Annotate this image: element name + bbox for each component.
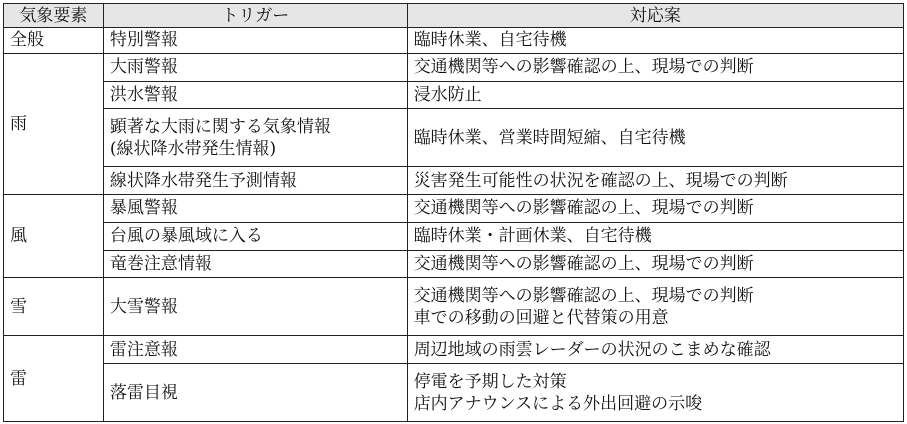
table-row (4, 167, 904, 195)
category-cell: 雷 (4, 336, 104, 422)
table-row (4, 194, 904, 222)
table-row (4, 222, 904, 250)
response-line: 店内アナウンスによる外出回避の示唆 (413, 393, 703, 414)
table-row (4, 81, 904, 109)
trigger-cell: 線状降水帯発生予測情報 (103, 167, 407, 195)
response-line: 車での移動の回避と代替策の用意 (413, 307, 669, 328)
table-row (4, 28, 904, 54)
trigger-cell (103, 109, 407, 167)
header-trigger: トリガー (103, 4, 407, 28)
table-row (4, 278, 904, 336)
response-cell: 交通機関等への影響確認の上、現場での判断 (407, 53, 903, 81)
trigger-cell: 暴風警報 (103, 194, 407, 222)
response-cell: 周辺地域の雨雲レーダーの状況のこまめな確認 (407, 336, 903, 364)
table-row (4, 109, 904, 167)
response-cell: 臨時休業・計画休業、自宅待機 (407, 222, 903, 250)
response-cell: 臨時休業、営業時間短縮、自宅待機 (407, 109, 903, 167)
header-row (4, 4, 904, 28)
trigger-cell: 大雪警報 (103, 278, 407, 336)
trigger-cell: 洪水警報 (103, 81, 407, 109)
response-cell (407, 364, 903, 422)
trigger-line: 顕著な大雨に関する気象情報 (109, 116, 331, 137)
response-line: 停電を予期した対策 (413, 371, 567, 392)
trigger-cell: 大雨警報 (103, 53, 407, 81)
trigger-cell: 落雷目視 (103, 364, 407, 422)
response-cell: 臨時休業、自宅待機 (407, 28, 903, 54)
header-response: 対応案 (407, 4, 903, 28)
trigger-cell: 雷注意報 (103, 336, 407, 364)
response-line: 交通機関等への影響確認の上、現場での判断 (413, 285, 754, 306)
trigger-line: (線状降水帯発生情報) (109, 138, 277, 159)
category-cell: 雨 (4, 53, 104, 194)
table-row (4, 336, 904, 364)
response-cell: 交通機関等への影響確認の上、現場での判断 (407, 194, 903, 222)
category-cell: 雪 (4, 278, 104, 336)
category-cell: 全般 (4, 28, 104, 54)
table-row (4, 53, 904, 81)
trigger-cell: 台風の暴風域に入る (103, 222, 407, 250)
weather-response-table (3, 3, 904, 422)
trigger-cell: 特別警報 (103, 28, 407, 54)
response-cell: 交通機関等への影響確認の上、現場での判断 (407, 250, 903, 278)
response-cell: 災害発生可能性の状況を確認の上、現場での判断 (407, 167, 903, 195)
table-row (4, 364, 904, 422)
category-cell: 風 (4, 194, 104, 277)
table-row (4, 250, 904, 278)
response-cell (407, 278, 903, 336)
header-category: 気象要素 (4, 4, 104, 28)
trigger-cell: 竜巻注意情報 (103, 250, 407, 278)
response-cell: 浸水防止 (407, 81, 903, 109)
